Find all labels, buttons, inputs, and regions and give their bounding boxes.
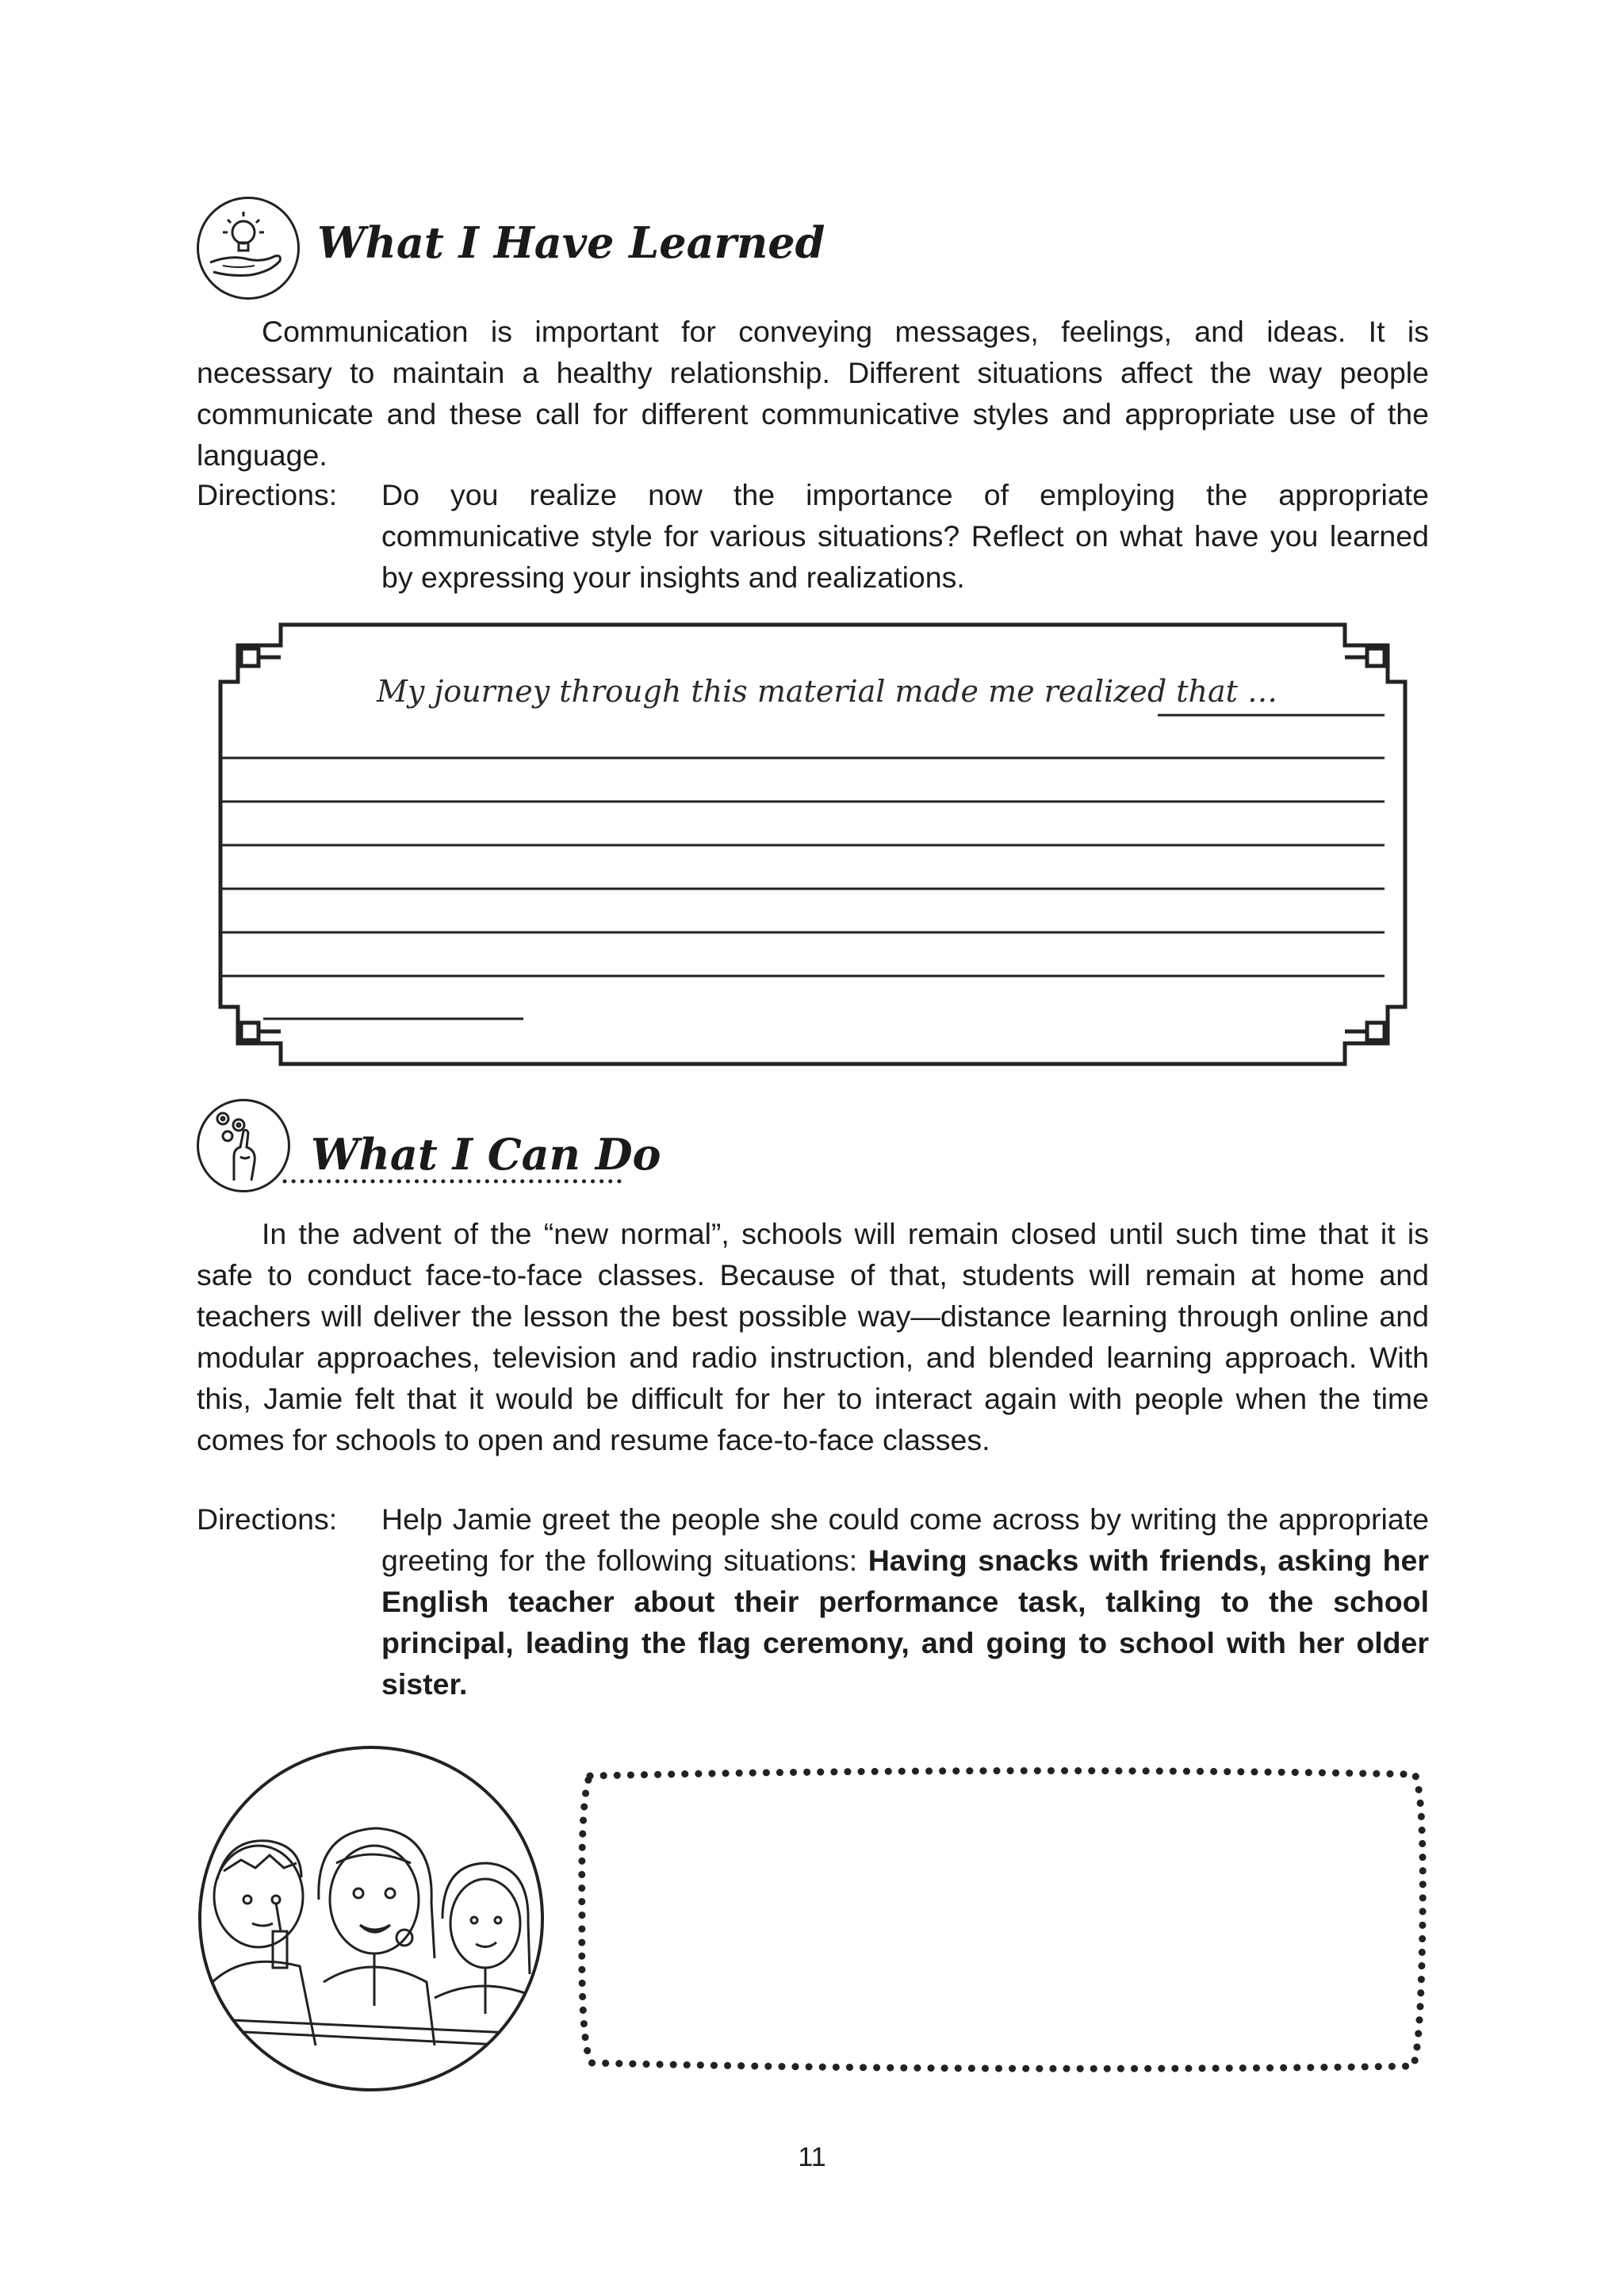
lightbulb-hand-icon (197, 197, 300, 300)
can-do-paragraph (197, 1213, 1429, 1460)
directions-text: Do you realize now the importance of employing the appropriate communicative style for various situations? Reflect on what have you learned by expressing your insights and realizations. (381, 478, 1429, 594)
directions-label: Directions: (197, 478, 338, 511)
page-number: 11 (798, 2142, 826, 2172)
can-do-paragraph-text: In the advent of the “new normal”, schools will remain closed until such time that it is safe to conduct face-to-face classes. Because of that, students will remain at home and teachers will deliver the lesson the best possible way—distance learning through online and modular approaches, television and radio instruction, and blended learning approach. With this, Jamie felt that it would be difficult for her to interact again with people when the time comes for schools to open and resume face-to-face classes. (197, 1217, 1429, 1456)
directions-bold-text: Having snacks with friends, asking her English teacher about their performance task, talking to the school principal, leading the flag ceremony, and going to school with her older sister. (381, 1544, 1429, 1701)
section-title-what-i-can-do: What I Can Do (311, 1129, 661, 1180)
reflection-frame (214, 618, 1411, 1070)
hand-gears-icon (197, 1099, 290, 1192)
greeting-answer-box[interactable] (573, 1762, 1434, 2079)
title-dotted-underline (282, 1178, 628, 1184)
three-students-snacking-illustration (197, 1744, 546, 2093)
learned-paragraph (197, 311, 1429, 476)
frame-prompt: My journey through this material made me realized that … (377, 674, 1277, 709)
directions-text-2 (381, 1498, 1429, 1705)
learned-paragraph-text: Communication is important for conveying messages, feelings, and ideas. It is necessary to maintain a healthy relationship. Different situations affect the way people communicate and these call for different communicative styles and appropriate use of the language. (197, 315, 1429, 472)
directions-plain-text: Help Jamie greet the people she could come across by writing the appropriate greeting for the following situations: (381, 1502, 1429, 1577)
section-title-what-i-have-learned: What I Have Learned (317, 217, 825, 268)
directions-label-2: Directions: (197, 1502, 338, 1536)
